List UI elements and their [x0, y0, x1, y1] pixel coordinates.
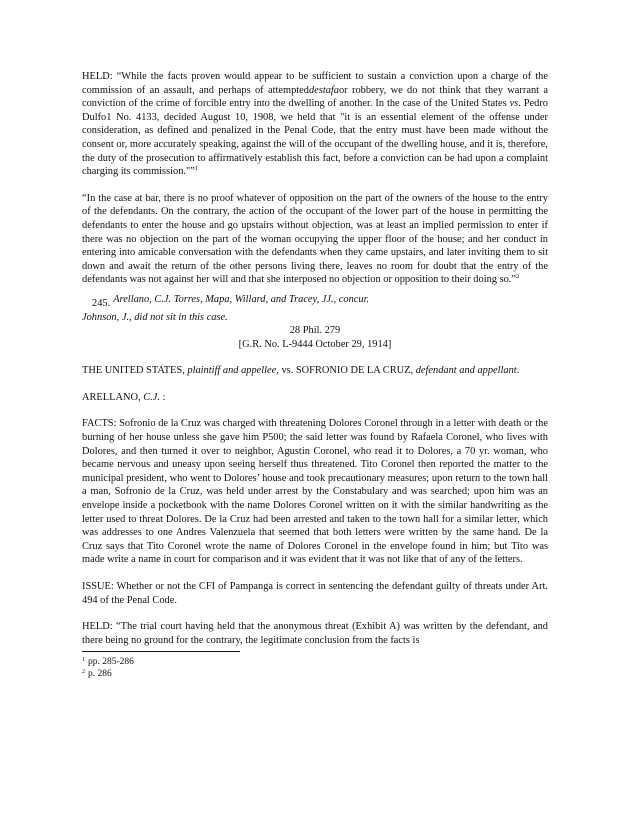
held-1-italic-vs: vs: [509, 98, 519, 110]
facts-paragraph: FACTS: Sofronio de la Cruz was charged with threatening Dolores Coronel through in a letter with death or the burning of her house unless she gave him P500; the said letter was found by Rafaela Coronel, who lives with Dolores, and then turned it over to neighbor, Agustin Coronel, who read it to Dolores, a 70 yr. woman, who became nervous and uneasy upon seeing herself thus threatened. Tito Coronel then reported the matter to the municipal president, who went to Dolores’ house and took precautionary measures; upon return to the town hall a man, Sofronio de la Cruz, was held under arrest by the Constabulary and was searched; upon him was an envelope inside a pocketbook with the name Dolores Coronel written on it with the similar handwriting as the letter used to threat Dolores. De la Cruz had been arrested and taken to the town hall for a similar letter, which was addresses to one Andres Valenzuela that seemed that both letters were written by the same hand. De la Cruz says that Tito Coronel wrote the name of Dolores Coronel in the envelope found in him; but Tito was made write a name in court for comparison and it was evident that it was not like that of any of the letters.: [82, 418, 548, 566]
gr-number: [G.R. No. L-9444 October 29, 1914]: [238, 338, 392, 350]
case-caption: [82, 364, 548, 378]
reporter-citation: 28 Phil. 279: [289, 325, 341, 337]
held-paragraph-1: [82, 70, 548, 179]
concurrence-line: [82, 293, 548, 311]
case-number: 245.: [92, 297, 111, 309]
footnote-1: [82, 656, 548, 668]
plaintiff-name: THE UNITED STATES,: [82, 365, 188, 377]
concurrence-justices: Arellano, C.J. Torres, Mapa, Willard, and Tracey, JJ., concur.: [113, 293, 370, 305]
footnote-divider: [82, 651, 240, 652]
ponente-name: ARELLANO,: [82, 391, 144, 403]
abstention-line: [82, 311, 548, 325]
quote-paragraph-2: [82, 192, 548, 287]
plaintiff-role: plaintiff and appellee: [187, 365, 277, 377]
footnote-ref-2[interactable]: 2: [516, 273, 520, 281]
footnote-ref-1[interactable]: 1: [194, 165, 199, 173]
document-page: [82, 70, 548, 680]
footnote-2: [82, 668, 548, 680]
footnote-1-number: 1: [82, 657, 85, 664]
abstention-text: Johnson, J., did not sit in this case.: [82, 311, 228, 323]
caption-end: .: [516, 365, 520, 377]
defendant-name: , vs. SOFRONIO DE LA CRUZ,: [276, 365, 416, 377]
issue-paragraph: ISSUE: Whether or not the CFI of Pampanga is correct in sentencing the defendant guilty of threats under Art. 494 of the Penal Code.: [82, 581, 548, 606]
footnote-1-text: pp. 285-286: [88, 657, 134, 668]
held-1-text-a: HELD: “While the facts proven would appear to be sufficient to sustain a conviction upon a charge of the commission of an assault, and perhaps of attempted: [82, 71, 548, 96]
held-1-text-b: or robbery, we do not think that they warrant a conviction of the crime of forcible entry into the dwelling of another. In the case of the United States: [82, 84, 548, 110]
quote-2-text: “In the case at bar, there is no proof whatever of opposition on the part of the owners of the house to the entry of the defendants. On the contrary, the action of the occupant of the lower part of the house in permitting the defendants to enter the house and go upstairs without objection, was at least an implied permission to enter if there was no objection on the part of the woman occupying the upper floor of the house; and her conduct in entering into amicable conversation with the defendants when they came upstairs, and later inviting them to sit down and await the return of the other persons living there, leaves no room for doubt that the entry of the defendants was not against her will and that she interposed no objection or opposition to their doing so.”: [82, 192, 548, 286]
footnote-2-number: 2: [82, 669, 85, 676]
ponente-title: C.J.: [143, 391, 160, 403]
defendant-role: defendant and appellant: [415, 365, 517, 377]
ponente: [82, 391, 548, 405]
footnote-2-text: p. 286: [88, 669, 112, 680]
ponente-colon: :: [159, 391, 166, 403]
held-1-italic-destafa: destafa: [308, 84, 339, 96]
held-1-text-c: . Pedro Dulfo1 No. 4133, decided August 10, 1908, we held that "it is an essential element of the offense under consideration, as defined and penalized in the Penal Code, that the entry must have been made without the consent or, more accurately speaking, against the will of the occupant of the dwelling house, and it is, therefore, the duty of the prosecution to affirmatively establish this fact, before a conviction can be had upon a complaint charging its commission."”: [82, 98, 548, 178]
held-paragraph-2: HELD: “The trial court having held that the anonymous threat (Exhibit A) was written by the defendant, and there being no ground for the contrary, the legitimate conclusion from the facts is: [82, 621, 548, 646]
